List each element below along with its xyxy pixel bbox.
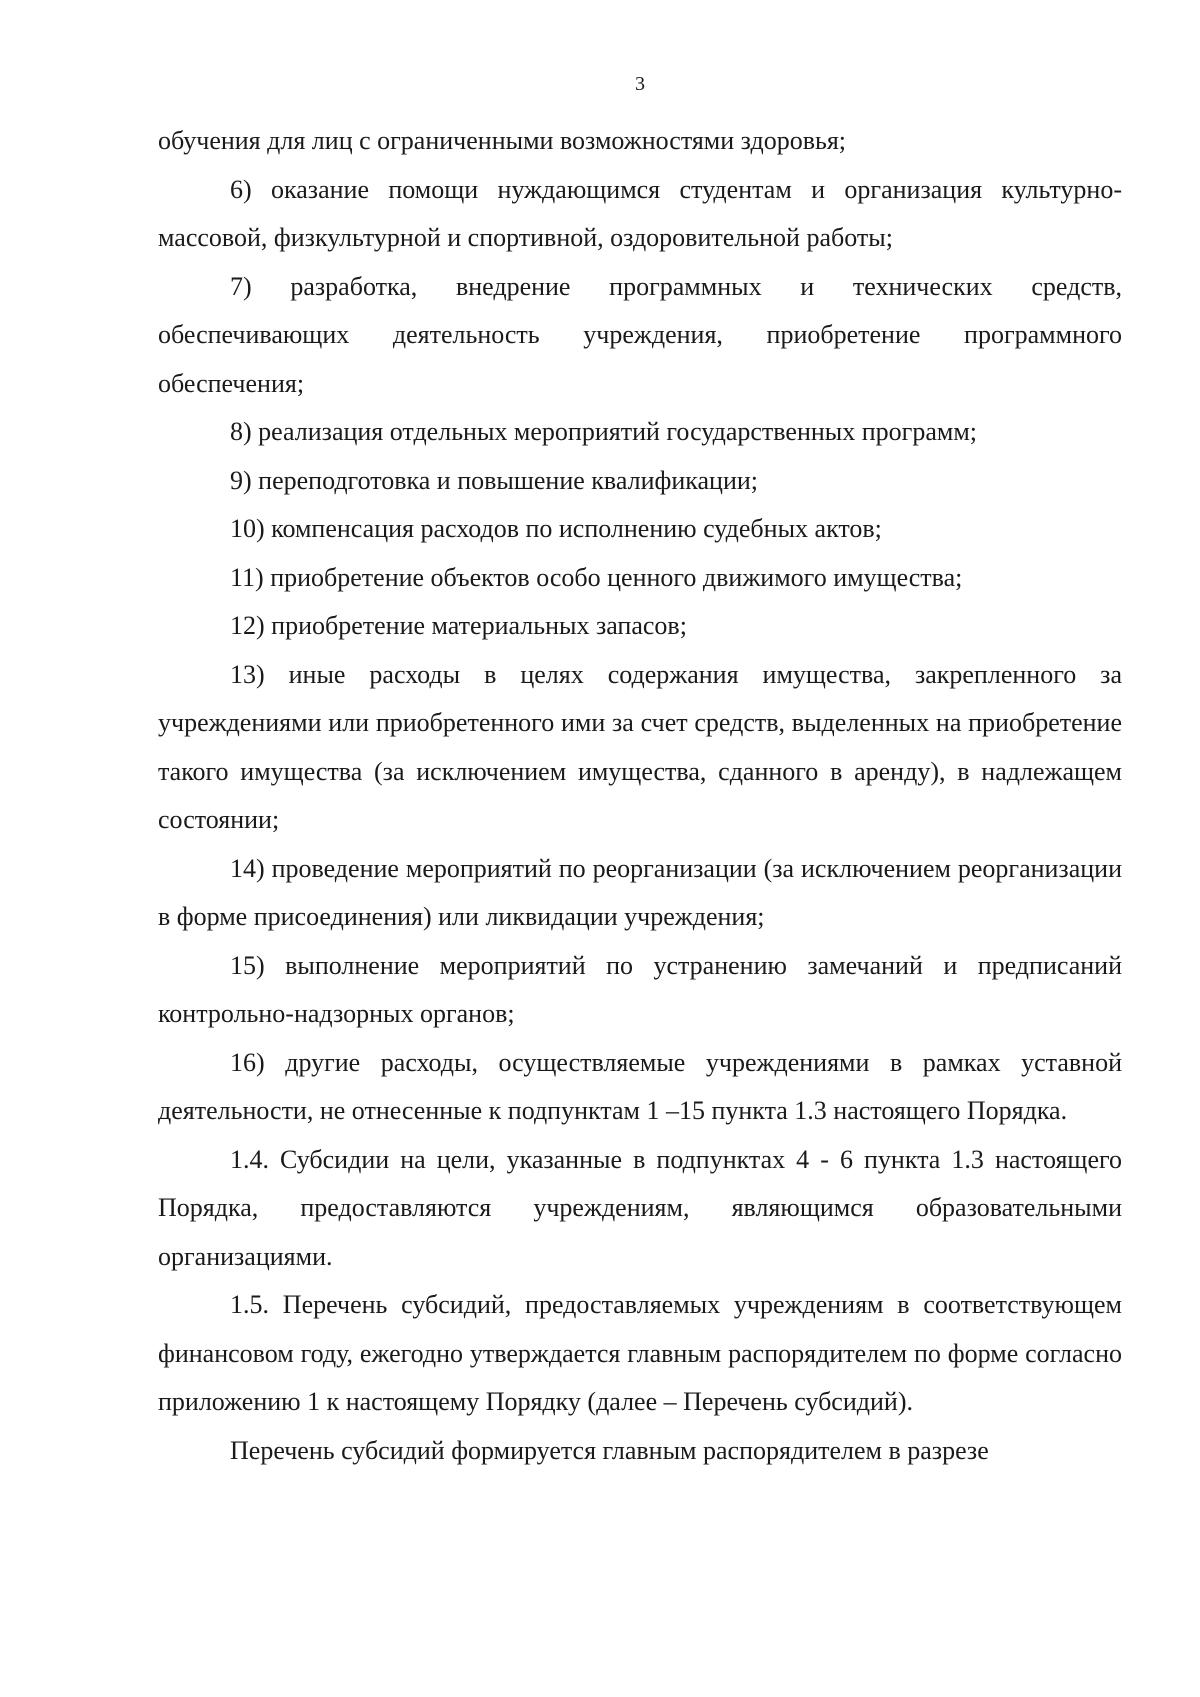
paragraph-item-13: 13) иные расходы в целях содержания имущества, закрепленного за учреждениями или приобретенного ими за счет средств, выделенных на приобретение такого имущества (за исключением имущества, сданного в аренду), в надлежащем состоянии; [158,659,1122,834]
paragraph-item-9: 9) переподготовка и повышение квалификации; [230,465,759,495]
paragraph-item-15: 15) выполнение мероприятий по устранению замечаний и предписаний контрольно-надзорных органов; [158,950,1122,1028]
paragraph-item-11: 11) приобретение объектов особо ценного движимого имущества; [230,562,963,592]
paragraph-continuation: обучения для лиц с ограниченными возможностями здоровья; [158,126,847,155]
paragraph-clause-1-4: 1.4. Субсидии на цели, указанные в подпунктах 4 - 6 пункта 1.3 настоящего Порядка, предоставляются учреждениям, являющимся образовательными организациями. [158,1144,1122,1271]
paragraph-item-16: 16) другие расходы, осуществляемые учреждениями в рамках уставной деятельности, не отнесенные к подпунктам 1 –15 пункта 1.3 настоящего Порядка. [158,1047,1122,1125]
paragraph-item-12: 12) приобретение материальных запасов; [230,611,687,640]
page-number: 3 [635,73,645,95]
paragraph-item-6: 6) оказание помощи нуждающимся студентам и организация культурно-массовой, физкультурной и спортивной, оздоровительной работы; [158,174,1122,252]
document-body [158,117,1122,1475]
paragraph-item-14: 14) проведение мероприятий по реорганизации (за исключением реорганизации в форме присоединения) или ликвидации учреждения; [158,853,1122,931]
paragraph-subsidy-list: Перечень субсидий формируется главным распорядителем в разрезе [230,1435,989,1465]
paragraph-item-7: 7) разработка, внедрение программных и технических средств, обеспечивающих деятельность учреждения, приобретение программного обеспечения; [158,271,1122,398]
paragraph-clause-1-5: 1.5. Перечень субсидий, предоставляемых учреждениям в соответствующем финансовом году, ежегодно утверждается главным распорядителем по форме согласно приложению 1 к настоящему Порядку (далее – Перечень субсидий). [158,1290,1122,1416]
paragraph-item-8: 8) реализация отдельных мероприятий государственных программ; [230,417,978,446]
paragraph-item-10: 10) компенсация расходов по исполнению судебных актов; [230,514,882,543]
